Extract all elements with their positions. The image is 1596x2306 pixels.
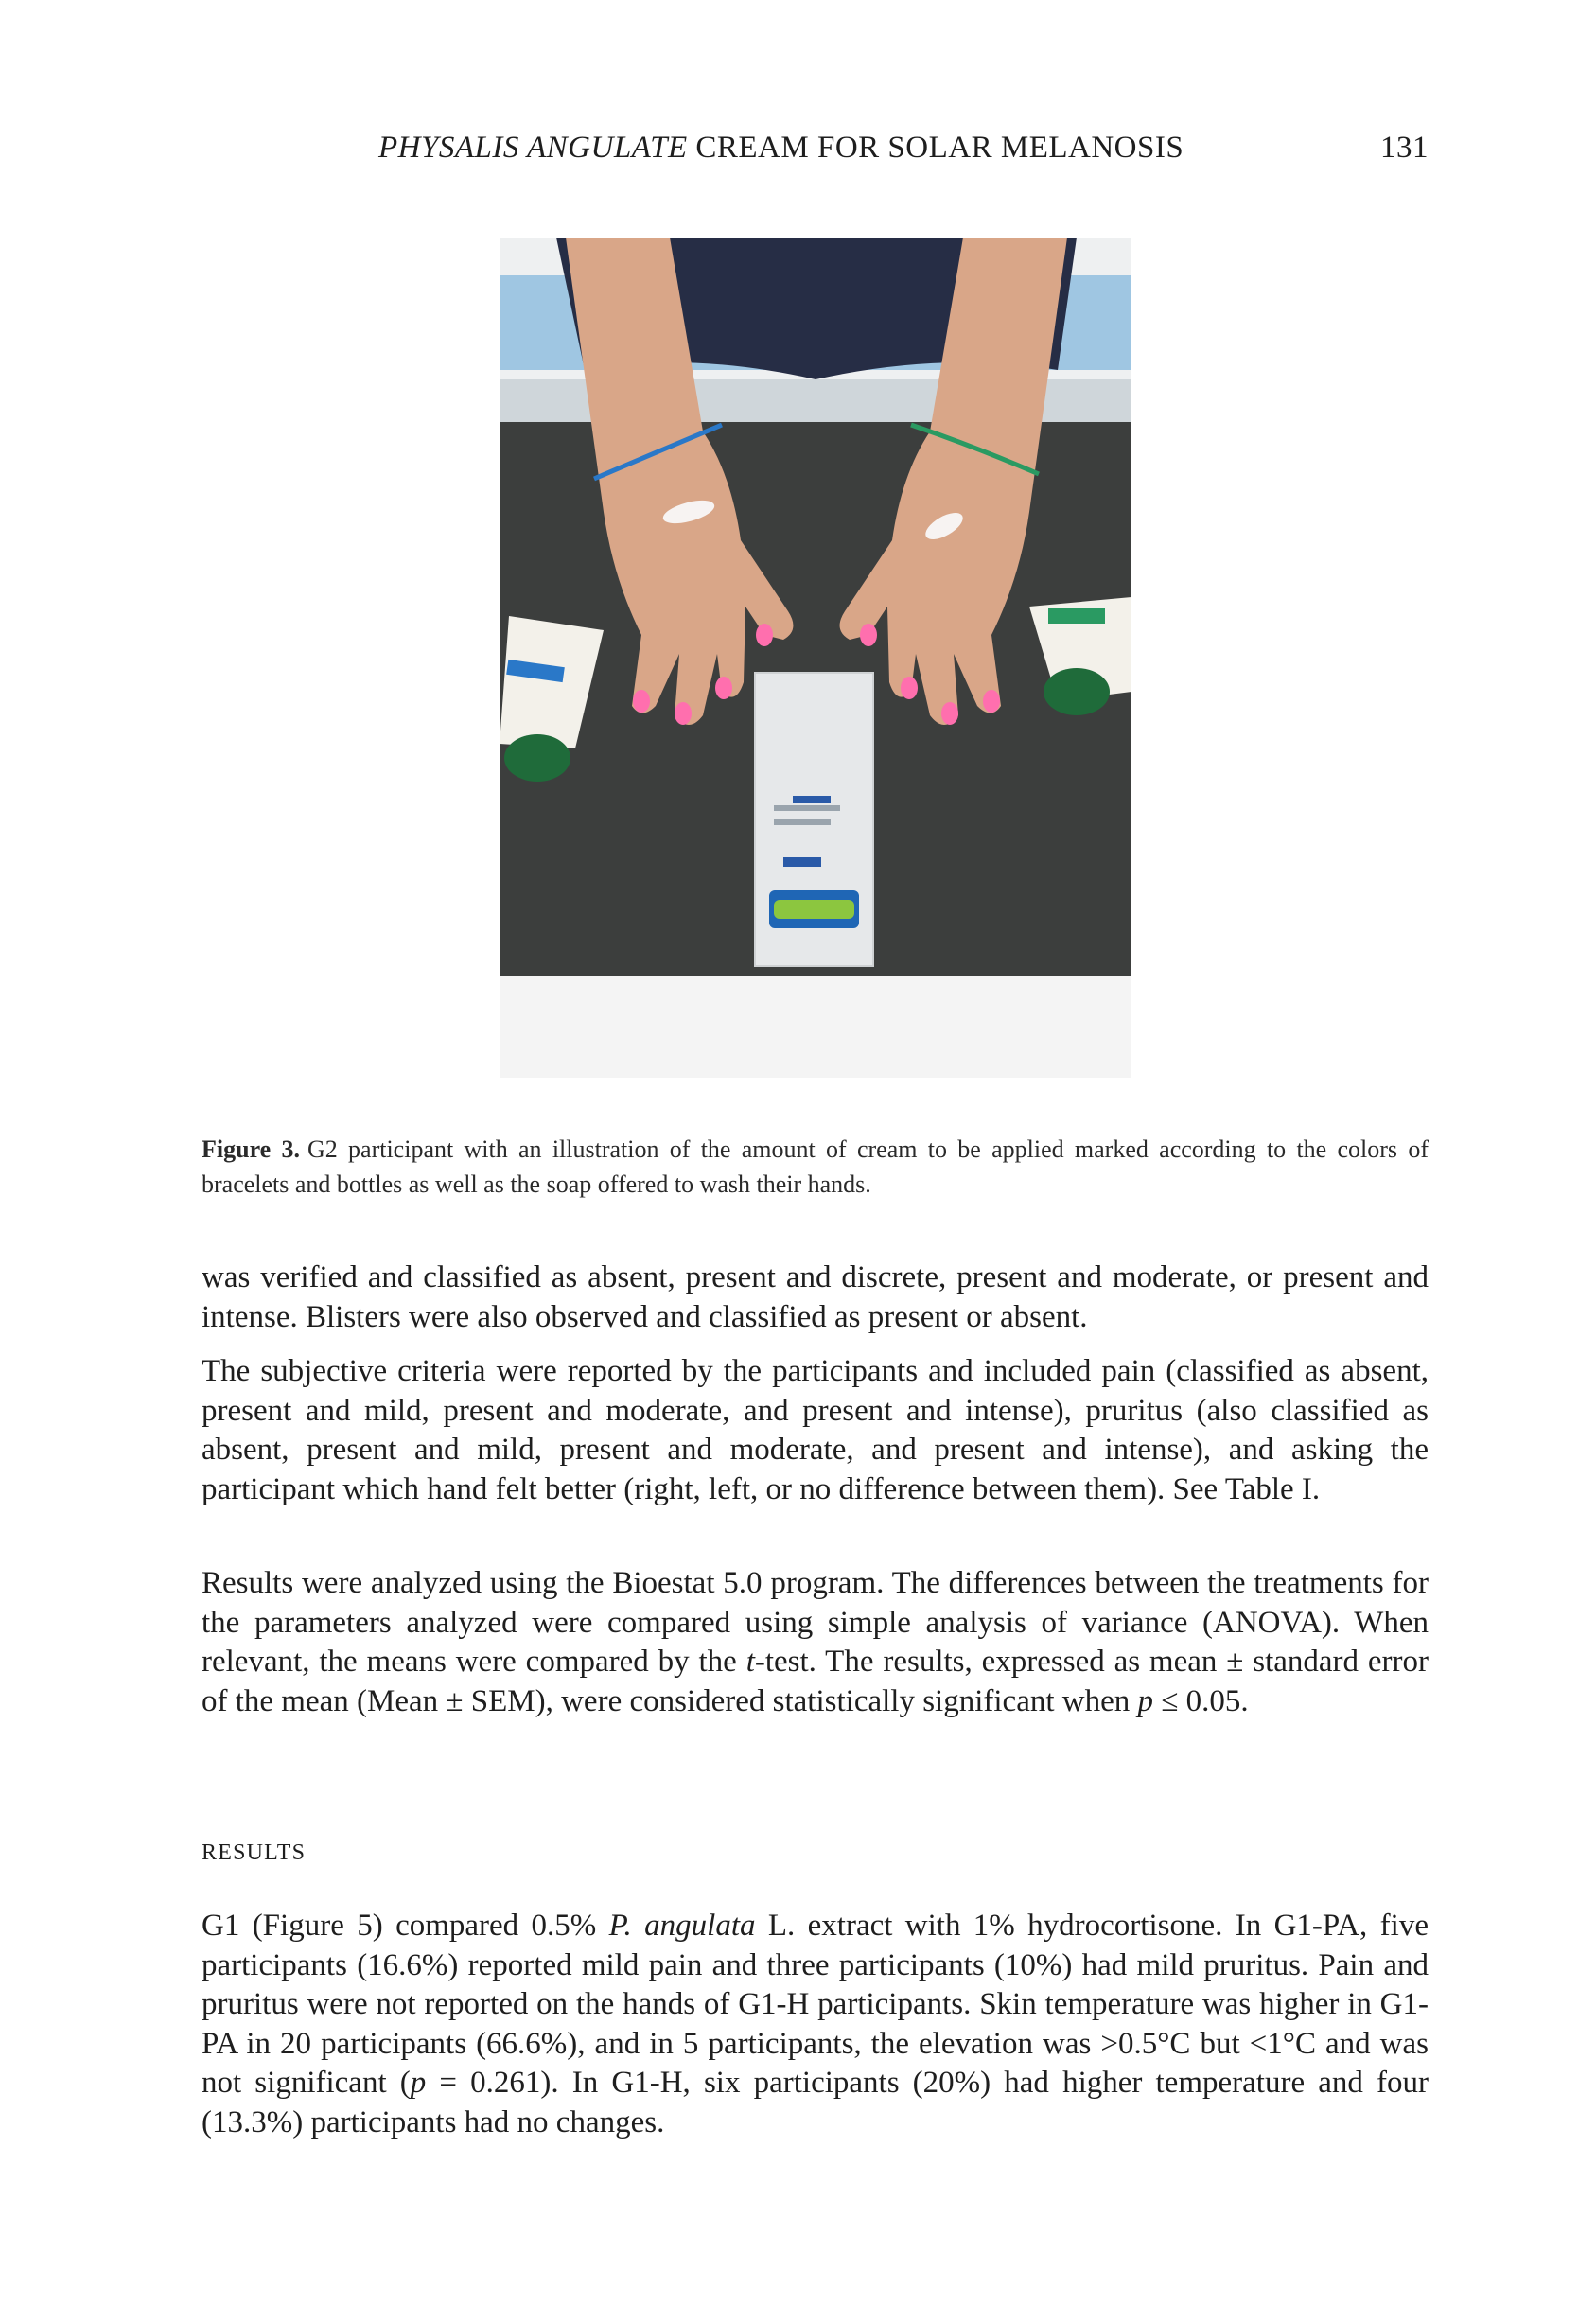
- figure-caption-text: G2 participant with an illustration of the amount of cream to be applied marked according to the colors of bracelets and bottles as well as the soap offered to wash their hands.: [202, 1135, 1429, 1198]
- paragraph-3-p-symbol: p: [1137, 1683, 1153, 1718]
- page-number: 131: [1380, 131, 1429, 165]
- paragraph-4-part-c: = 0.261). In G1-H, six participants (20%) had higher temperature and four (13.3%) participants had no changes.: [202, 2066, 1429, 2139]
- soap-sachet: [755, 673, 873, 966]
- paragraph-1: was verified and classified as absent, present and discrete, present and moderate, or present and intense. Blisters were also observed and classified as present or absent.: [202, 1260, 1429, 1334]
- paragraph-2: The subjective criteria were reported by the participants and included pain (classified as absent, present and mild, present and moderate, and present and intense), pruritus (also classified as absent, present and mild, present and moderate, and present and intense), and asking the participant which hand felt better (right, left, or no difference between them). See Table I.: [202, 1354, 1429, 1506]
- paragraph-4-part-a: G1 (Figure 5) compared 0.5%: [202, 1909, 609, 1943]
- running-head-title-italic: PHYSALIS ANGULATE: [378, 131, 688, 165]
- paragraph-4-part-b: L. extract with 1% hydrocortisone. In G1-PA, five participants (16.6%) reported mild pain and three participants (10%) had mild pruritus. Pain and pruritus were not reported on the hands of G1-H participants. Skin temperature was higher in G1-PA in 20 participants (66.6%), and in 5 participants, the elevation was >0.5°C but <1°C and was not significant (: [202, 1909, 1429, 2100]
- running-head-title: CREAM FOR SOLAR MELANOSIS: [687, 131, 1184, 165]
- figure-caption: [202, 1132, 1429, 1202]
- paragraph-4: [202, 1907, 1429, 2142]
- paragraph-3-part-a: Results were analyzed using the Bioestat 5.0 program. The differences between the treatments for the parameters analyzed were compared using simple analysis of variance (ANOVA). When relevant, the means were compared by the: [202, 1566, 1429, 1679]
- paragraph-3-t-symbol: t: [745, 1645, 755, 1679]
- figure-label: Figure 3.: [202, 1135, 300, 1163]
- paragraph-3-part-c: ≤ 0.05.: [1152, 1683, 1249, 1718]
- hands-photo-illustration: [500, 238, 1131, 1078]
- figure-3-photo: [500, 238, 1131, 1078]
- results-heading: RESULTS: [202, 1840, 307, 1865]
- paragraph-4-species: P. angulata: [608, 1909, 756, 1943]
- paragraph-3-part-b: -test. The results, expressed as mean ± standard error of the mean (Mean ± SEM), were considered statistically significant when: [202, 1645, 1429, 1718]
- paragraph-3: [202, 1564, 1429, 1721]
- running-head: [378, 131, 1429, 166]
- paragraph-4-p-symbol: p: [410, 2066, 427, 2100]
